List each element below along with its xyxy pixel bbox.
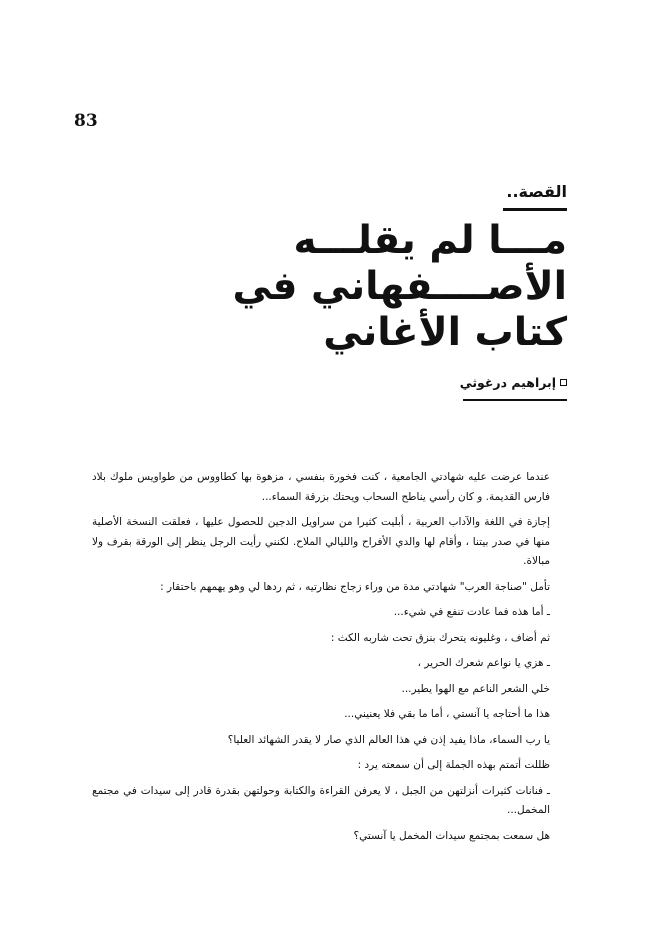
section-underline [503,208,567,211]
title-line-2: الأصــــفهاني في [232,264,567,309]
author-name: إبراهيم درغوثي [459,374,556,390]
article-body [92,468,568,852]
body-paragraph-8: هذا ما أحتاجه يا آنستي ، أما ما بقي فلا يعنيني... [344,708,550,720]
body-paragraph-10: ظللت أتمتم بهذه الجملة إلى أن سمعته يرد : [357,759,550,771]
body-paragraph-1: عندما عرضت عليه شهادتي الجامعية ، كنت فخورة بنفسي ، مزهوة بها كطاووس من طواويس ملوك بلاد فارس القديمة. و كان رأسي يناطح السحاب ويحتك بزرقة السماء... [92,471,550,503]
body-paragraph-9: يا رب السماء، ماذا يفيد إذن في هذا العالم الذي صار لا يقدر الشهائد العليا؟ [227,733,550,746]
body-paragraph-4: ـ أما هذه فما عادت تنفع في شيء... [393,606,550,618]
author-line [459,372,567,392]
body-paragraph-3: تأمل "صناجة العرب" شهادتي مدة من وراء زجاج نظارتيه ، ثم ردها لي وهو يهمهم باحتقار : [160,580,550,593]
author-byline [459,372,567,400]
article-title [147,218,567,356]
body-paragraph-7: خلي الشعر الناعم مع الهوا يطير... [401,682,550,695]
body-paragraph-6: ـ هزي يا نواعم شعرك الحرير ، [417,657,550,669]
author-underline [463,399,567,401]
body-paragraph-12: هل سمعت بمجتمع سيدات المخمل يا آنستي؟ [353,829,550,842]
body-paragraph-11: ـ فنانات كثيرات أنزلتهن من الجبل ، لا يعرفن القراءة والكتابة وحولتهن بقدرة قادر إلى سيدات في مجتمع المخمل... [92,784,550,816]
section-label: القصة.. [506,182,567,201]
title-line-1: مـــا لم يقلـــه [293,218,567,263]
square-bullet-icon [560,379,567,386]
body-paragraph-2: إجازة في اللغة والآداب العربية ، أبليت كثيرا من سراويل الدجين للحصول عليها ، فعلقت النسخة الأصلية منها في صدر بيتنا ، وأقام لها والدي الأفراح والليالي الملاح. لكنني رأيت الرجل ينظر إلى الورقة بقرف ولا مبالاة. [92,516,550,567]
page-number: 83 [74,111,98,131]
section-header [367,182,567,212]
body-paragraph-5: ثم أضاف ، وغليونه يتحرك بنزق تحت شاربه الكث : [330,631,550,644]
title-line-3: كتاب الأغاني [323,310,567,355]
